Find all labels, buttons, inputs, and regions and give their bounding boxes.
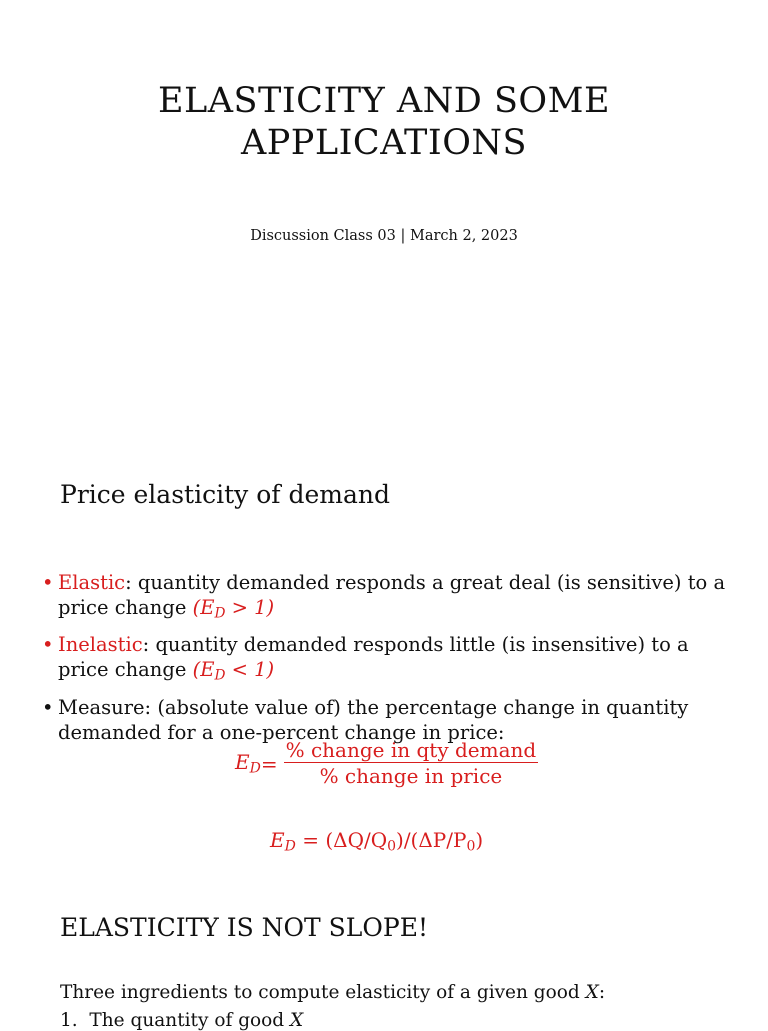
bullet-marker: • [42,571,54,594]
ingredients-intro: Three ingredients to compute elasticity of a given good X: [60,982,606,1003]
title-line-2: APPLICATIONS [240,123,528,163]
bullet-text: price change [58,596,193,619]
condition-elastic: $(E_D > 1)$ [192,596,275,622]
bullet-inelastic [42,632,742,688]
bullet-elastic [42,570,742,626]
elasticity-formula-delta: $E_D = (\Delta Q/Q_0)/(\Delta P/P_0)$ [270,828,484,855]
ingredient-item-1: 1. The quantity of good X [60,1010,304,1031]
title-line-1: ELASTICITY AND SOME [157,81,611,121]
formula-numerator: % change in qty demand [285,738,537,762]
condition-inelastic: $(E_D < 1)$ [192,658,275,684]
formula-denominator: % change in price [319,764,503,788]
subtitle: Discussion Class 03 | March 2, 2023 [250,228,518,244]
bullet-text: Measure: (absolute value of) the percentage change in quantity [58,695,689,719]
page-title [0,80,768,164]
term-inelastic: Inelastic [58,633,143,657]
term-elastic: Elastic [58,571,126,594]
section-heading-not-slope: ELASTICITY IS NOT SLOPE! [60,913,428,942]
section-heading-price-elasticity: Price elasticity of demand [60,480,390,509]
formula-lhs: $E_D$ [235,750,261,777]
formula-fraction [284,738,539,789]
bullet-text: price change [58,658,193,682]
bullet-text: demanded for a one-percent change in price: [58,720,505,744]
bullet-text: : quantity demanded responds a great deal (is sensitive) to a [125,571,726,594]
bullet-list [42,570,742,751]
bullet-marker: • [42,695,54,719]
elasticity-formula-fraction: $E_D$ = $\frac{\text{\% change in qty demand}}{\text{\% change in price}}$ [235,738,537,788]
bullet-text: : quantity demanded responds little (is insensitive) to a [142,633,689,657]
bullet-marker: • [42,633,54,657]
